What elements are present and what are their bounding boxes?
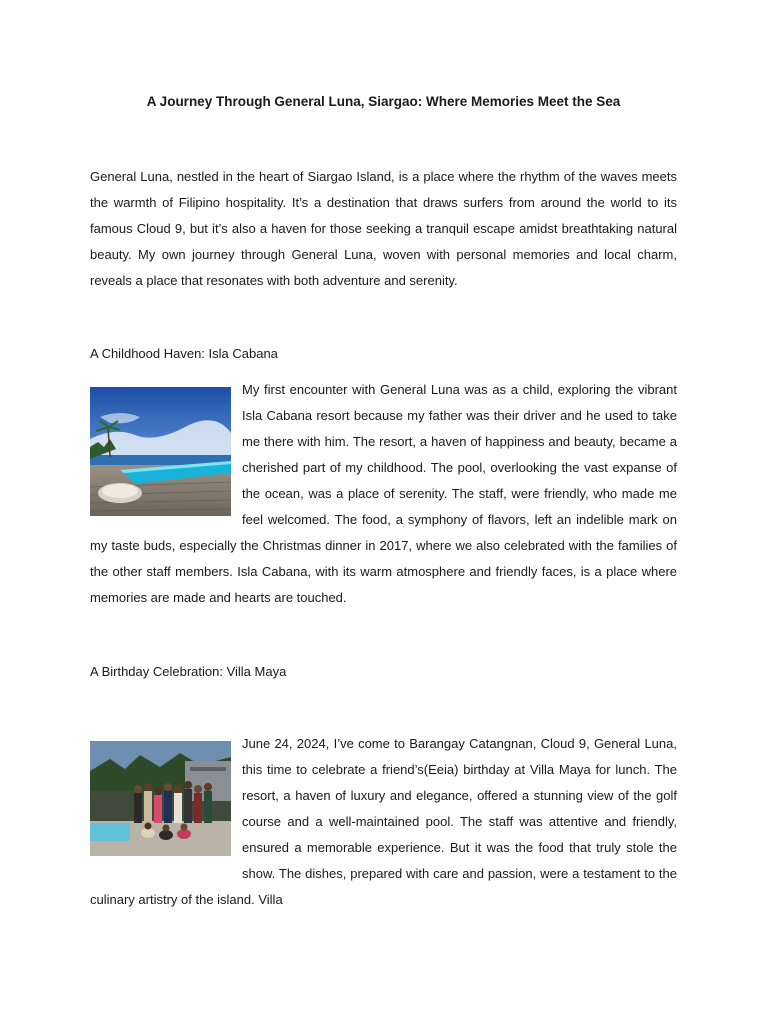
section-isla-cabana bbox=[90, 377, 677, 611]
document-title: A Journey Through General Luna, Siargao: Where Memories Meet the Sea bbox=[146, 94, 621, 109]
group-photo bbox=[90, 741, 231, 881]
villa-maya-paragraph: June 24, 2024, I’ve come to Barangay Catangnan, Cloud 9, General Luna, this time to celebrate a friend’s(Eeia) birthday at Villa Maya for lunch. The resort, a haven of luxury and elegance, offered a stunning view of the golf course and a well-maintained pool. The staff was attentive and friendly, ensured a memorable experience. But it was the food that truly stole the show. The dishes, prepared with care and passion, were a testament to the culinary artistry of the island. Villa bbox=[90, 736, 677, 907]
section-heading-isla-cabana: A Childhood Haven: Isla Cabana bbox=[90, 346, 278, 361]
isla-cabana-paragraph: My first encounter with General Luna was as a child, exploring the vibrant Isla Cabana resort because my father was their driver and he used to take me there with him. The resort, a haven of happiness and beauty, became a cherished part of my childhood. The pool, overlooking the vast expanse of the ocean, was a place of serenity. The staff, were friendly, who made me feel welcomed. The food, a symphony of flavors, left an indelible mark on my taste buds, especially the Christmas dinner in 2017, where we also celebrated with the families of the other staff members. Isla Cabana, with its warm atmosphere and friendly faces, is a place where memories are made and hearts are touched. bbox=[90, 382, 677, 605]
intro-paragraph: General Luna, nestled in the heart of Siargao Island, is a place where the rhythm of the waves meets the warmth of Filipino hospitality. It’s a destination that draws surfers from around the world to its famous Cloud 9, but it’s also a haven for those seeking a tranquil escape amidst breathtaking natural beauty. My own journey through General Luna, woven with personal memories and local charm, reveals a place that resonates with both adventure and serenity. bbox=[90, 169, 677, 288]
section-heading-villa-maya: A Birthday Celebration: Villa Maya bbox=[90, 664, 287, 679]
section-villa-maya bbox=[90, 731, 677, 913]
resort-pool-photo bbox=[90, 387, 231, 531]
